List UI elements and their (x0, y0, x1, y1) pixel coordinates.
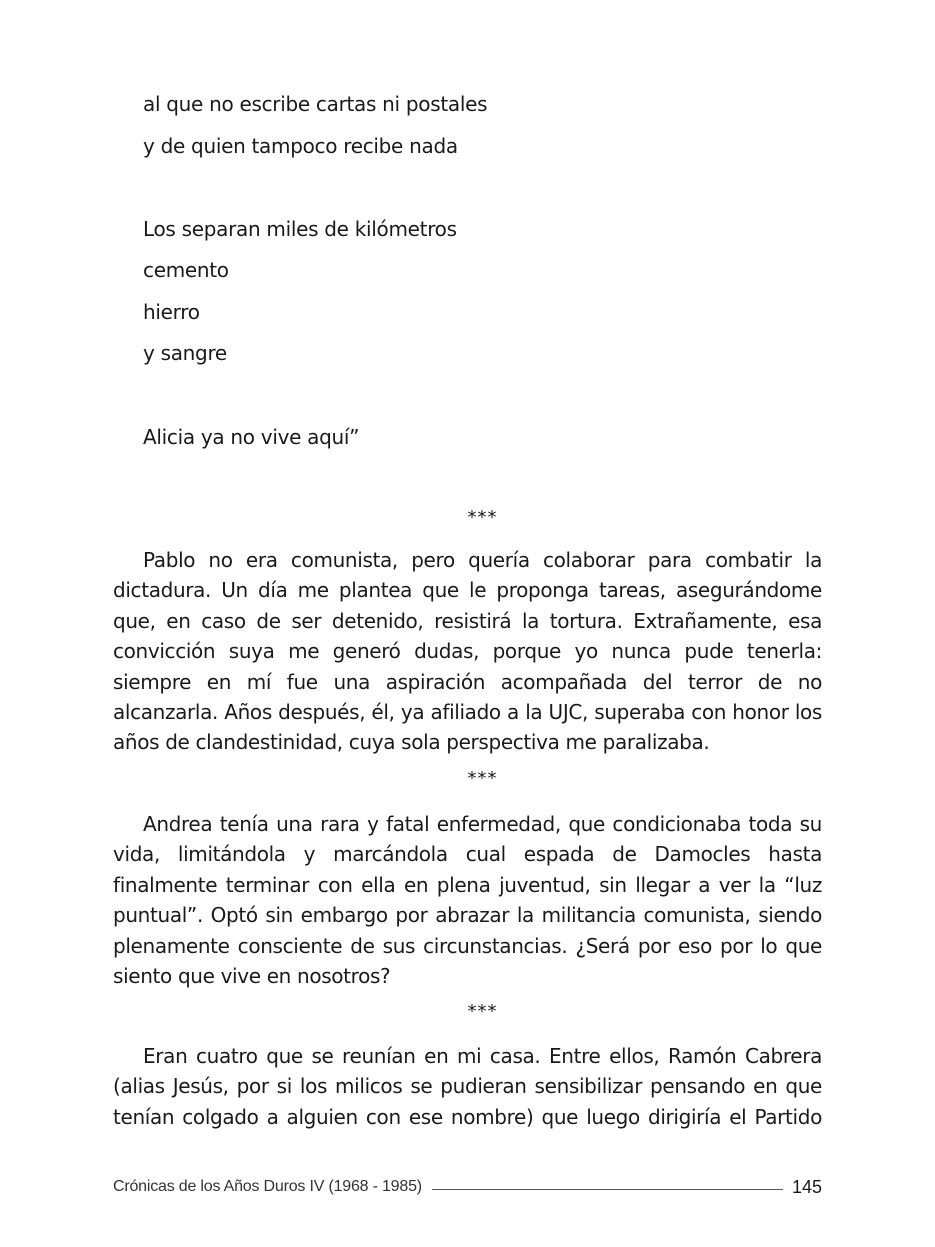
page-footer (113, 1174, 822, 1200)
section-separator: *** (467, 1001, 498, 1022)
poem-line: hierro (143, 300, 200, 324)
poem-line: Los separan miles de kilómetros (143, 217, 457, 241)
footer-divider (432, 1189, 783, 1190)
poem-line: Alicia ya no vive aquí” (143, 425, 360, 449)
section-separator: *** (467, 768, 498, 789)
body-paragraph: Andrea tenía una rara y fatal enfermedad, que condicionaba toda su vida, limitándola y marcándola cual espada de Damocles hasta finalmente terminar con ella en plena juventud, sin llegar a ver la “luz puntual”. Optó sin embargo por abrazar la militancia comunista, siendo plenamente consciente de sus circunstancias. ¿Será por eso por lo que siento que vive en nosotros? (113, 812, 822, 989)
body-paragraph: Eran cuatro que se reunían en mi casa. Entre ellos, Ramón Cabrera (alias Jesús, por si los milicos se pudieran sensibilizar pensando en que tenían colgado a alguien con ese nombre) que luego dirigiría el Partido (113, 1044, 822, 1129)
page-number: 145 (791, 1176, 822, 1197)
poem-line: y de quien tampoco recibe nada (143, 134, 458, 158)
poem-line: y sangre (143, 341, 227, 365)
section-separator: *** (467, 507, 498, 528)
body-paragraph: Pablo no era comunista, pero quería colaborar para combatir la dictadura. Un día me plantea que le proponga tareas, asegurándome que, en caso de ser detenido, resistirá la tortura. Extrañamente, esa convicción suya me generó dudas, porque yo nunca pude tenerla: siempre en mí fue una aspiración acompañada del terror de no alcanzarla. Años después, él, ya afiliado a la UJC, superaba con honor los años de clandestinidad, cuya sola perspectiva me paralizaba. (113, 548, 822, 755)
poem-line: al que no escribe cartas ni postales (143, 92, 488, 116)
poem-line: cemento (143, 258, 229, 282)
footer-book-title: Crónicas de los Años Duros IV (1968 - 1985) (113, 1178, 422, 1195)
